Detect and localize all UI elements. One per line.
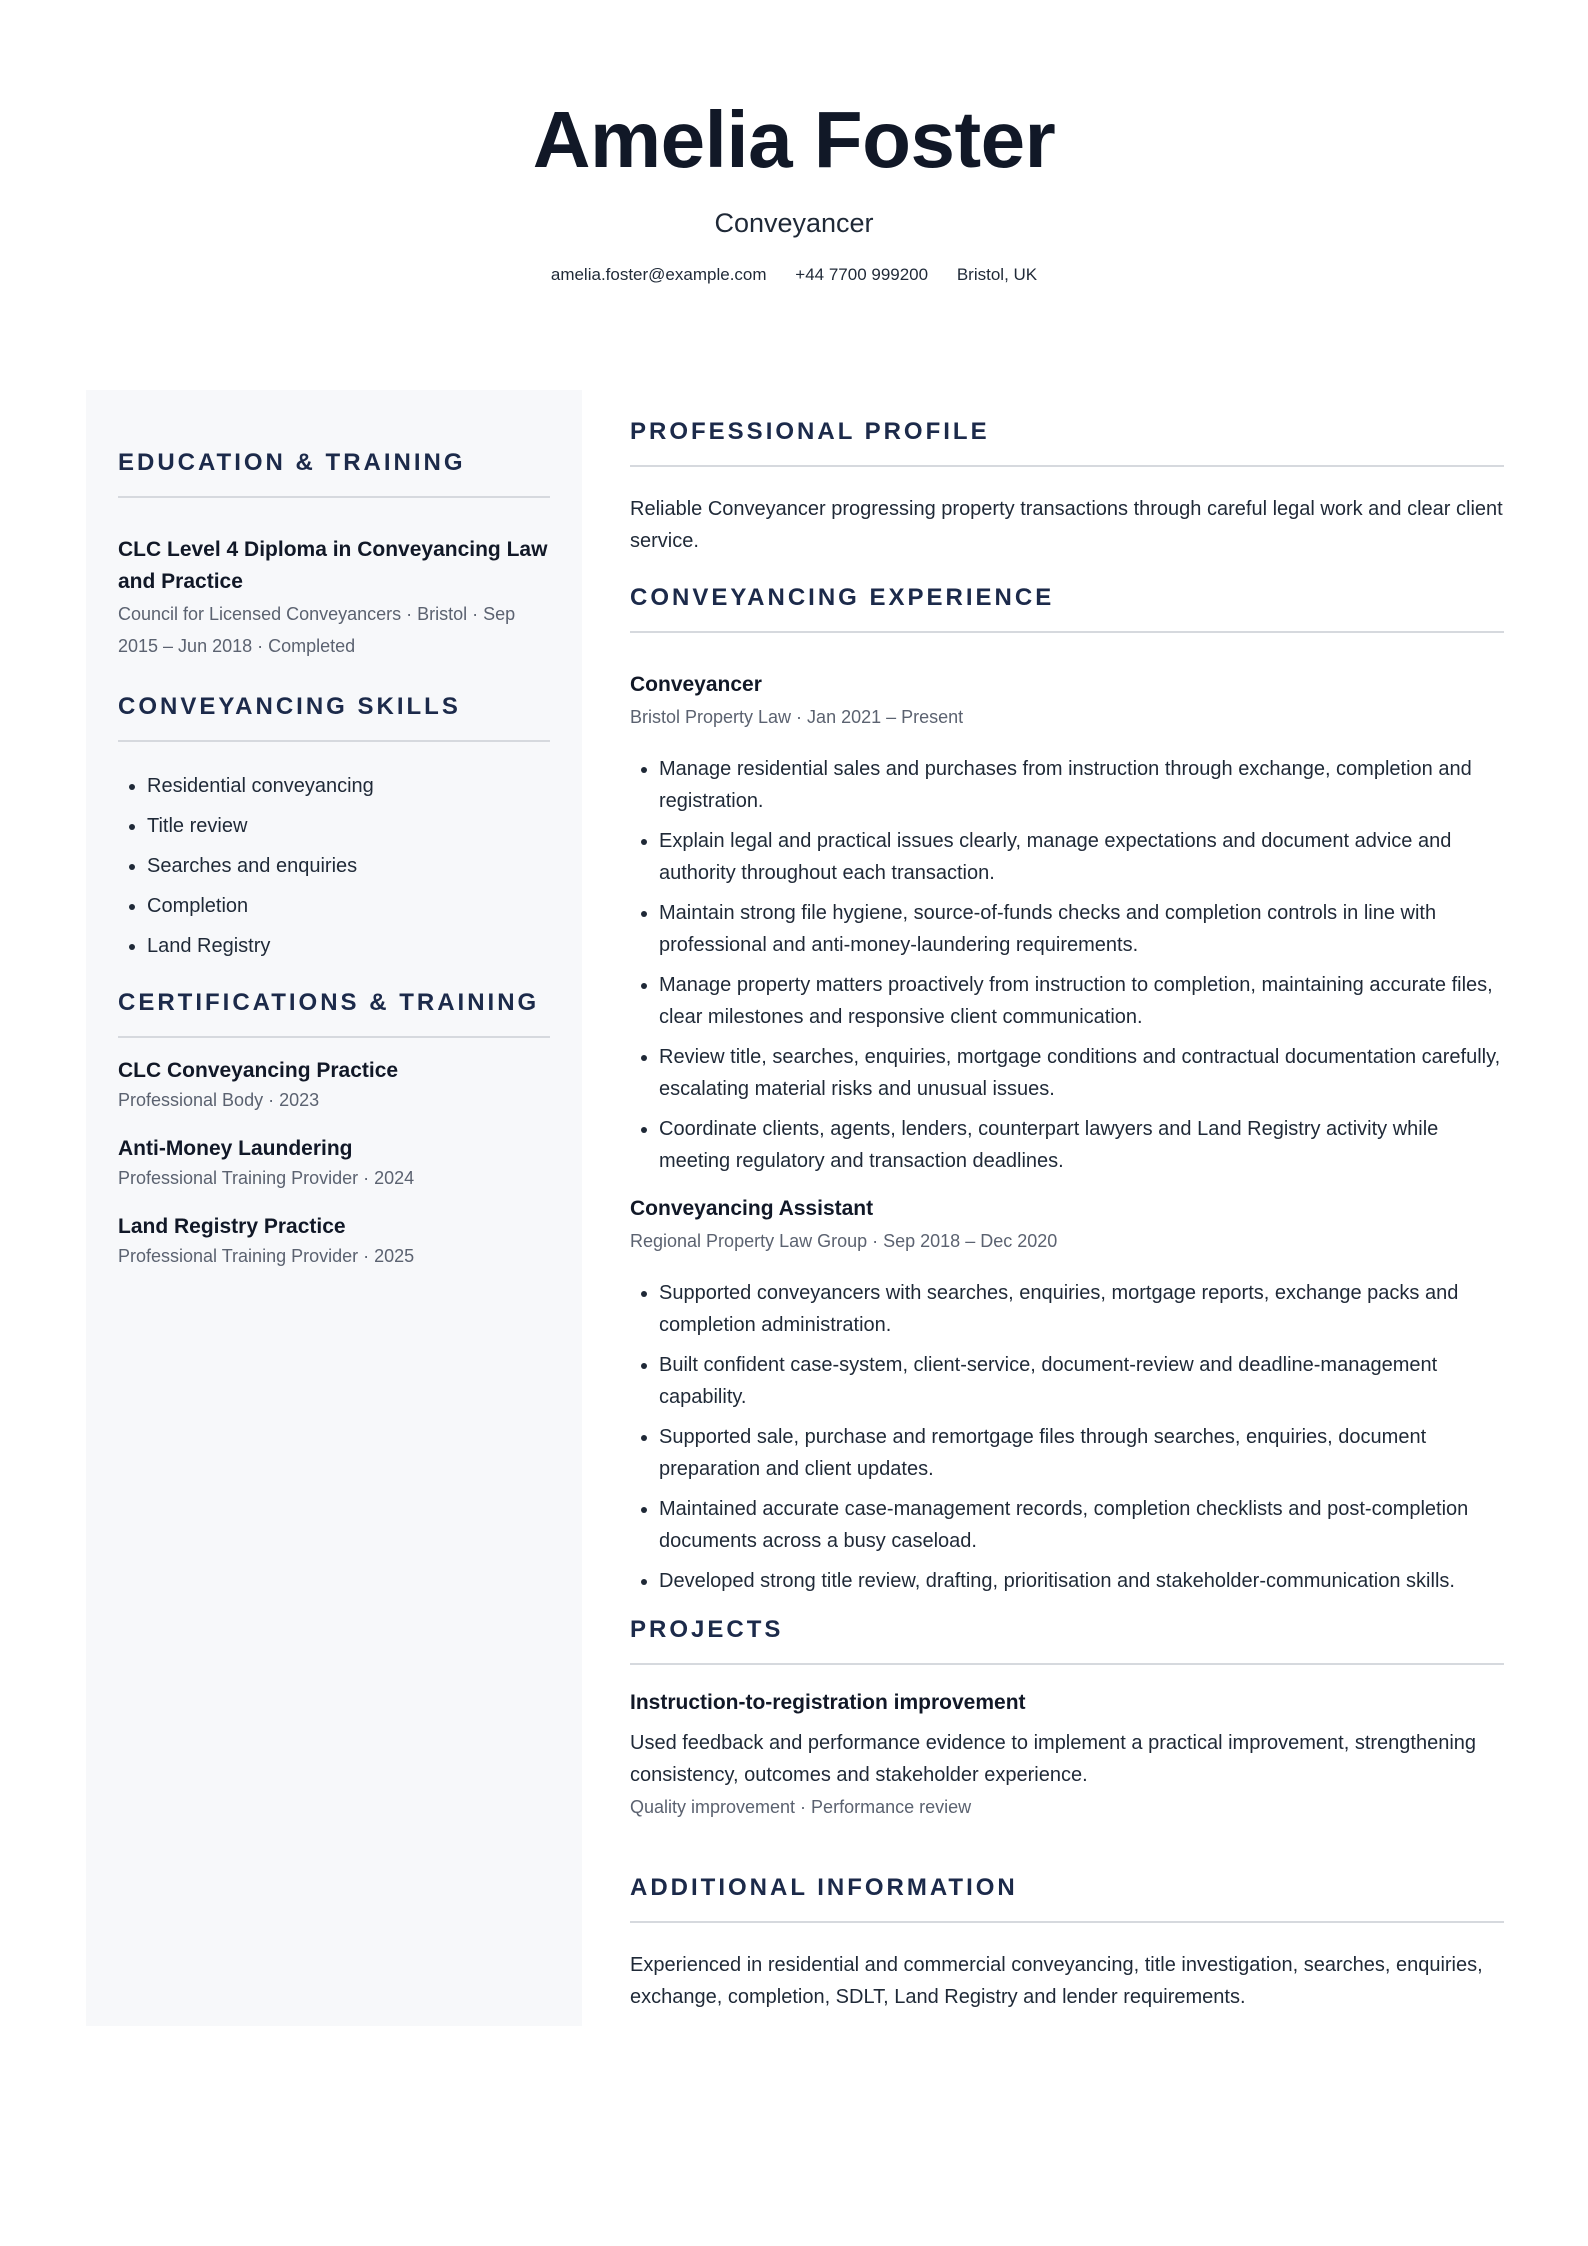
projects-section [630, 1615, 1504, 1823]
profile-section [630, 390, 1504, 557]
certification-meta: Professional Training Provider · 2024 [118, 1168, 415, 1188]
skills-heading: CONVEYANCING SKILLS [118, 692, 550, 742]
skill-item: • Completion [147, 886, 550, 926]
contact-phone[interactable]: +44 7700 999200 [795, 265, 929, 284]
sidebar [86, 390, 582, 2026]
profile-text: Reliable Conveyancer progressing property transactions through careful legal work and clear client service. [630, 498, 1503, 552]
job-entry [630, 669, 1504, 1177]
main-column [630, 390, 1504, 2013]
education-degree: CLC Level 4 Diploma in Conveyancing Law and Practice [118, 538, 548, 593]
certification-name: CLC Conveyancing Practice [118, 1059, 399, 1082]
job-role: Conveyancing Assistant [630, 1197, 874, 1220]
candidate-role: Conveyancer [714, 208, 874, 238]
job-bullet: • Supported sale, purchase and remortgage files through searches, enquiries, document preparation and client updates. [659, 1421, 1504, 1485]
skill-item: • Searches and enquiries [147, 846, 550, 886]
candidate-name: Amelia Foster [532, 95, 1056, 184]
job-bullet: • Coordinate clients, agents, lenders, counterpart lawyers and Land Registry activity while meeting regulatory and transaction deadlines. [659, 1113, 1504, 1177]
project-description: Used feedback and performance evidence to implement a practical improvement, strengthening consistency, outcomes and stakeholder experience. [630, 1732, 1477, 1786]
job-bullet: • Explain legal and practical issues clearly, manage expectations and document advice and authority throughout each transaction. [659, 825, 1504, 889]
certification-item [118, 1212, 550, 1270]
resume-header [0, 92, 1588, 286]
experience-heading: CONVEYANCING EXPERIENCE [630, 583, 1504, 633]
education-section [118, 448, 550, 662]
certification-item [118, 1056, 550, 1114]
contact-email[interactable]: amelia.foster@example.com [550, 265, 767, 284]
job-bullet: • Manage property matters proactively from instruction to completion, maintaining accurate files, clear milestones and responsive client communication. [659, 969, 1504, 1033]
skill-item: • Residential conveyancing [147, 766, 550, 806]
project-name: Instruction-to-registration improvement [630, 1691, 1026, 1714]
additional-section [630, 1873, 1504, 2013]
job-bullets [630, 1277, 1504, 1597]
job-bullet: • Supported conveyancers with searches, enquiries, mortgage reports, exchange packs and completion administration. [659, 1277, 1504, 1341]
certification-name: Land Registry Practice [118, 1215, 346, 1238]
job-bullet: • Maintain strong file hygiene, source-of-funds checks and completion controls in line with professional and anti-money-laundering requirements. [659, 897, 1504, 961]
project-item [630, 1687, 1504, 1823]
job-bullet: • Review title, searches, enquiries, mortgage conditions and contractual documentation carefully, escalating material risks and unusual issues. [659, 1041, 1504, 1105]
additional-text: Experienced in residential and commercial conveyancing, title investigation, searches, enquiries, exchange, completion, SDLT, Land Registry and lender requirements. [630, 1954, 1483, 2008]
job-meta: Regional Property Law Group · Sep 2018 – Dec 2020 [630, 1231, 1058, 1251]
certification-meta: Professional Body · 2023 [118, 1090, 320, 1110]
certification-item [118, 1134, 550, 1192]
skill-item: • Land Registry [147, 926, 550, 966]
education-heading: EDUCATION & TRAINING [118, 448, 550, 498]
education-item [118, 534, 550, 662]
job-role: Conveyancer [630, 673, 762, 696]
education-meta: Council for Licensed Conveyancers · Bristol · Sep 2015 – Jun 2018 · Completed [118, 604, 516, 656]
projects-heading: PROJECTS [630, 1615, 1504, 1665]
experience-section [630, 583, 1504, 1597]
job-bullet: • Maintained accurate case-management records, completion checklists and post-completion documents across a busy caseload. [659, 1493, 1504, 1557]
job-bullet: • Developed strong title review, drafting, prioritisation and stakeholder-communication skills. [659, 1565, 1504, 1597]
contact-line [0, 264, 1588, 286]
contact-location: Bristol, UK [956, 265, 1038, 284]
profile-heading: PROFESSIONAL PROFILE [630, 417, 1504, 467]
job-meta: Bristol Property Law · Jan 2021 – Present [630, 707, 964, 727]
certifications-section [118, 988, 550, 1270]
skill-item: • Title review [147, 806, 550, 846]
job-bullet: • Built confident case-system, client-service, document-review and deadline-management capability. [659, 1349, 1504, 1413]
job-bullets [630, 753, 1504, 1177]
job-entry [630, 1193, 1504, 1597]
certification-meta: Professional Training Provider · 2025 [118, 1246, 415, 1266]
skills-section [118, 692, 550, 966]
skills-list [118, 766, 550, 966]
certification-name: Anti-Money Laundering [118, 1137, 353, 1160]
project-tags: Quality improvement · Performance review [630, 1797, 972, 1817]
additional-heading: ADDITIONAL INFORMATION [630, 1873, 1504, 1923]
certifications-heading: CERTIFICATIONS & TRAINING [118, 988, 550, 1038]
job-bullet: • Manage residential sales and purchases from instruction through exchange, completion and registration. [659, 753, 1504, 817]
